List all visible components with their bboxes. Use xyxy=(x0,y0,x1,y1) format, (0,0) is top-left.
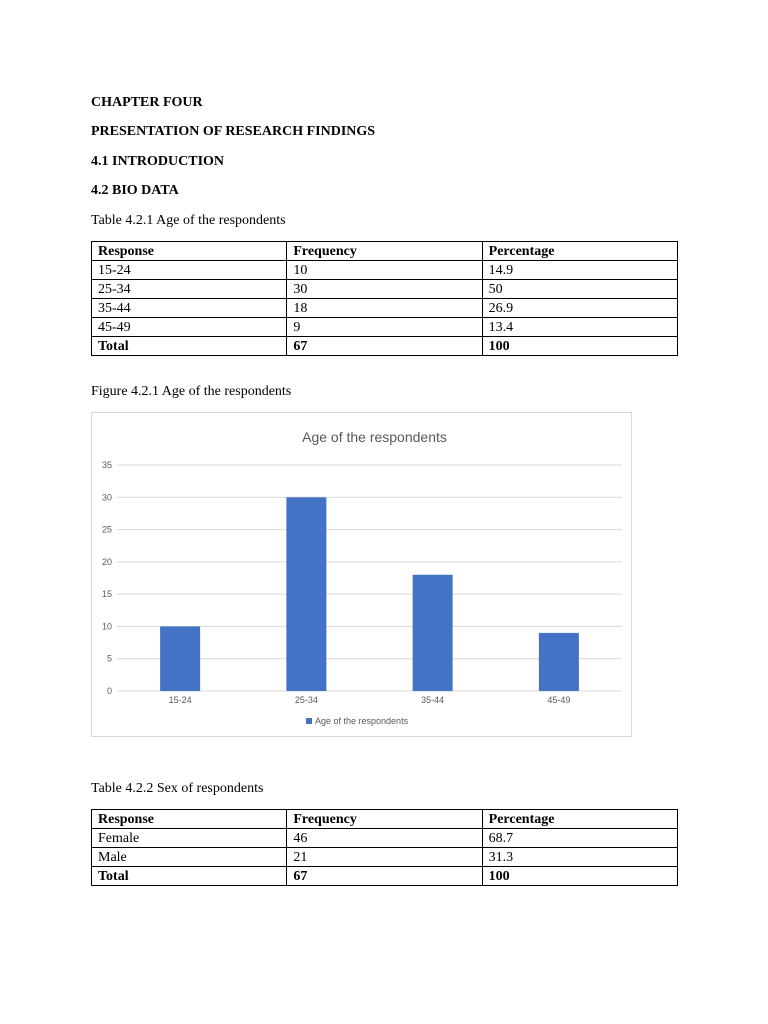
table-cell: 50 xyxy=(482,280,677,299)
table-age xyxy=(91,241,678,356)
bar xyxy=(539,633,579,691)
table-cell: 26.9 xyxy=(482,299,677,318)
table-sex-caption: Table 4.2.2 Sex of respondents xyxy=(91,781,264,796)
y-tick-label: 35 xyxy=(101,460,112,470)
chart-frame xyxy=(91,412,632,737)
table-cell: Female xyxy=(92,829,287,848)
table-cell: 15-24 xyxy=(92,261,287,280)
age-bar-chart xyxy=(92,413,631,736)
header-cell: Percentage xyxy=(482,810,677,829)
table-header-row xyxy=(92,810,678,829)
y-tick-label: 10 xyxy=(101,621,112,632)
total-cell: Total xyxy=(92,337,287,356)
header-cell: Frequency xyxy=(287,810,482,829)
header-cell: Response xyxy=(92,810,287,829)
table-cell: 25-34 xyxy=(92,280,287,299)
table-row xyxy=(92,261,678,280)
bar xyxy=(413,575,453,691)
y-tick-label: 5 xyxy=(106,653,112,664)
table-cell: 21 xyxy=(287,848,482,867)
y-tick-label: 30 xyxy=(101,492,112,503)
section-introduction-heading: 4.1 INTRODUCTION xyxy=(91,154,225,169)
total-cell: Total xyxy=(92,867,287,886)
chapter-title: PRESENTATION OF RESEARCH FINDINGS xyxy=(91,124,376,139)
legend-swatch xyxy=(306,718,312,724)
table-cell: 35-44 xyxy=(92,299,287,318)
table-cell: 18 xyxy=(287,299,482,318)
x-tick-label: 25-34 xyxy=(294,695,318,705)
y-tick-label: 0 xyxy=(106,686,112,696)
table-row xyxy=(92,318,678,337)
header-cell: Response xyxy=(92,242,287,261)
x-tick-label: 45-49 xyxy=(547,695,571,705)
table-cell: 45-49 xyxy=(92,318,287,337)
table-cell: 31.3 xyxy=(482,848,677,867)
table-row xyxy=(92,280,678,299)
legend-label: Age of the respondents xyxy=(315,716,409,726)
table-header-row xyxy=(92,242,678,261)
table-cell: 10 xyxy=(287,261,482,280)
table-cell: 46 xyxy=(287,829,482,848)
table-cell: 14.9 xyxy=(482,261,677,280)
table-age-caption: Table 4.2.1 Age of the respondents xyxy=(91,213,286,228)
table-sex xyxy=(91,809,678,886)
table-cell: 9 xyxy=(287,318,482,337)
header-cell: Percentage xyxy=(482,242,677,261)
table-cell: 13.4 xyxy=(482,318,677,337)
bar xyxy=(286,497,326,691)
table-row xyxy=(92,299,678,318)
y-tick-label: 20 xyxy=(101,556,112,567)
table-total-row xyxy=(92,867,678,886)
y-tick-label: 25 xyxy=(101,524,112,535)
total-cell: 100 xyxy=(482,337,677,356)
chapter-heading: CHAPTER FOUR xyxy=(91,95,203,110)
total-cell: 100 xyxy=(482,867,677,886)
table-cell: 30 xyxy=(287,280,482,299)
x-tick-label: 35-44 xyxy=(421,695,445,705)
figure-age-caption: Figure 4.2.1 Age of the respondents xyxy=(91,384,292,399)
y-tick-label: 15 xyxy=(101,589,112,600)
table-row xyxy=(92,848,678,867)
x-tick-label: 15-24 xyxy=(168,695,192,705)
total-cell: 67 xyxy=(287,337,482,356)
table-total-row xyxy=(92,337,678,356)
table-row xyxy=(92,829,678,848)
header-cell: Frequency xyxy=(287,242,482,261)
section-bio-data-heading: 4.2 BIO DATA xyxy=(91,183,179,198)
bar xyxy=(160,626,200,691)
total-cell: 67 xyxy=(287,867,482,886)
table-cell: 68.7 xyxy=(482,829,677,848)
table-cell: Male xyxy=(92,848,287,867)
chart-title: Age of the respondents xyxy=(302,429,447,445)
